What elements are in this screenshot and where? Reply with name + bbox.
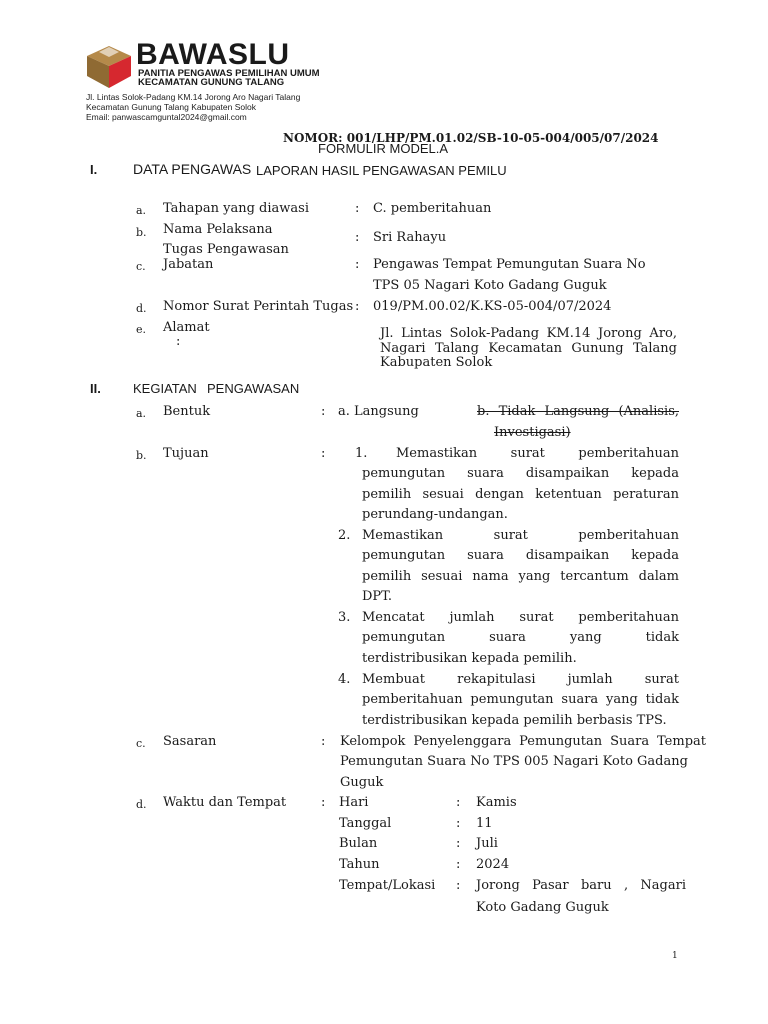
field-value: C. pemberitahuan — [373, 201, 492, 216]
item-letter: c. — [136, 737, 146, 750]
address-value-line1: Jl. Lintas Solok-Padang KM.14 Jorong Aro, — [380, 326, 677, 341]
address-line2: Kecamatan Gunung Talang Kabupaten Solok — [86, 102, 256, 112]
waktu-key: Bulan — [339, 836, 378, 851]
org-sub1: PANITIA PENGAWAS PEMILIHAN UMUM — [138, 68, 320, 79]
field-colon: : — [355, 257, 360, 272]
list-number: 1. — [355, 446, 368, 461]
waktu-colon: : — [456, 857, 461, 872]
bentuk-option-b: b. Tidak Langsung (Analisis, — [477, 404, 679, 419]
list-item-line: terdistribusikan kepada pemilih. — [362, 651, 577, 666]
list-item-line: pemilih sesuai nama yang tercantum dalam — [362, 569, 679, 584]
waktu-value-line2: Koto Gadang Guguk — [476, 900, 609, 915]
field-value: Sri Rahayu — [373, 230, 447, 245]
list-number: 3. — [338, 610, 351, 625]
waktu-key: Tempat/Lokasi — [339, 878, 436, 893]
field-colon: : — [321, 446, 326, 461]
waktu-colon: : — [456, 836, 461, 851]
field-label: Tujuan — [163, 446, 209, 461]
email-line: Email: panwascamguntal2024@gmail.com — [86, 112, 247, 122]
sasaran-line: Kelompok Penyelenggara Pemungutan Suara Tempat — [340, 734, 706, 749]
field-value: 019/PM.00.02/K.KS-05-004/07/2024 — [373, 299, 612, 314]
list-item-line: Memastikan surat pemberitahuan — [396, 446, 679, 461]
item-letter: c. — [136, 260, 146, 273]
field-label: Jabatan — [163, 257, 214, 272]
bentuk-option-a: a. Langsung — [338, 404, 419, 419]
field-value: Pengawas Tempat Pemungutan Suara No — [373, 257, 646, 272]
section2-numeral: II. — [90, 381, 101, 396]
item-letter: a. — [136, 204, 147, 217]
item-letter: d. — [136, 302, 147, 315]
field-colon: : — [321, 795, 326, 810]
sasaran-line: Guguk — [340, 775, 384, 790]
field-colon: : — [321, 734, 326, 749]
address-value-line2: Nagari Talang Kecamatan Gunung Talang — [380, 341, 677, 356]
field-colon: : — [321, 404, 326, 419]
list-item-line: pemungutan suara yang tidak — [362, 630, 679, 645]
field-label: Nomor Surat Perintah Tugas — [163, 299, 354, 314]
page-number: 1 — [672, 951, 678, 961]
list-item-line: pemilih sesuai dengan ketentuan peraturan — [362, 487, 679, 502]
form-title: FORMULIR MODEL.A — [318, 141, 449, 156]
bawaslu-logo-icon — [85, 42, 135, 90]
waktu-colon: : — [456, 816, 461, 831]
waktu-value: 11 — [476, 816, 493, 831]
document-number: NOMOR: 001/LHP/PM.01.02/SB-10-05-004/005/07/2024 — [283, 131, 659, 145]
field-label-line2: Tugas Pengawasan — [163, 242, 289, 257]
waktu-value: Kamis — [476, 795, 517, 810]
list-number: 4. — [338, 672, 351, 687]
waktu-key: Hari — [339, 795, 369, 810]
item-letter: b. — [136, 449, 147, 462]
section2-title-b: PENGAWASAN — [207, 381, 300, 396]
field-label: Sasaran — [163, 734, 217, 749]
item-letter: a. — [136, 407, 147, 420]
sasaran-line: Pemungutan Suara No TPS 005 Nagari Koto Gadang — [340, 754, 688, 769]
section1-numeral: I. — [90, 162, 98, 177]
waktu-key: Tahun — [339, 857, 380, 872]
list-item-line: pemungutan suara disampaikan kepada — [362, 466, 679, 481]
list-item-line: perundang-undangan. — [362, 507, 508, 522]
field-colon: : — [355, 299, 360, 314]
waktu-colon: : — [456, 878, 461, 893]
org-sub2: KECAMATAN GUNUNG TALANG — [138, 77, 285, 88]
list-item-line: DPT. — [362, 589, 393, 604]
field-label: Waktu dan Tempat — [163, 795, 287, 810]
field-colon: : — [355, 230, 360, 245]
address-line1: Jl. Lintas Solok-Padang KM.14 Jorong Aro Nagari Talang — [86, 92, 301, 102]
field-label: Nama Pelaksana — [163, 222, 273, 237]
address-value-line3: Kabupaten Solok — [380, 355, 493, 370]
waktu-colon: : — [456, 795, 461, 810]
item-letter: b. — [136, 226, 147, 239]
waktu-value: Jorong Pasar baru , Nagari — [476, 878, 686, 893]
list-item-line: pemberitahuan pemungutan suara yang tidak — [362, 692, 679, 707]
section1-title-b: LAPORAN HASIL PENGAWASAN PEMILU — [256, 163, 507, 178]
waktu-key: Tanggal — [339, 816, 392, 831]
list-number: 2. — [338, 528, 351, 543]
list-item-line: Memastikan surat pemberitahuan — [362, 528, 679, 543]
section2-title-a: KEGIATAN — [133, 381, 197, 396]
field-label: Tahapan yang diawasi — [163, 201, 309, 216]
list-item-line: Mencatat jumlah surat pemberitahuan — [362, 610, 679, 625]
field-colon: : — [176, 334, 181, 349]
item-letter: d. — [136, 798, 147, 811]
waktu-value: Juli — [476, 836, 498, 851]
field-label: Bentuk — [163, 404, 211, 419]
section1-title-a: DATA PENGAWAS — [133, 161, 252, 177]
bentuk-option-b-line2: Investigasi) — [494, 425, 571, 440]
list-item-line: Membuat rekapitulasi jumlah surat — [362, 672, 679, 687]
field-label: Alamat — [163, 320, 210, 335]
list-item-line: terdistribusikan kepada pemilih berbasis TPS. — [362, 713, 667, 728]
list-item-line: pemungutan suara disampaikan kepada — [362, 548, 679, 563]
field-colon: : — [355, 201, 360, 216]
org-name: BAWASLU — [136, 38, 290, 71]
field-value-line2: TPS 05 Nagari Koto Gadang Guguk — [373, 278, 607, 293]
item-letter: e. — [136, 323, 147, 336]
waktu-value: 2024 — [476, 857, 510, 872]
